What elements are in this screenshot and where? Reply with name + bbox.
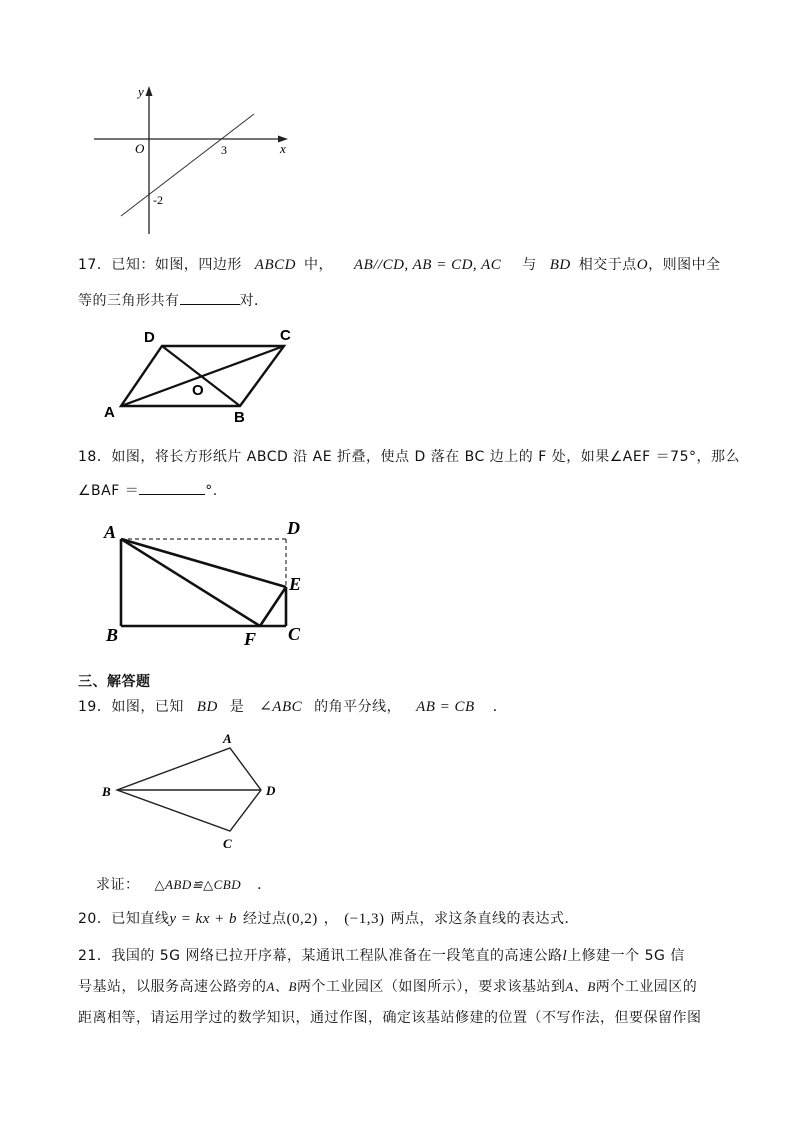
x-axis-label: x: [280, 141, 286, 156]
answer-blank[interactable]: [180, 290, 240, 305]
kite-figure: [96, 728, 296, 856]
y-intercept-label: -2: [153, 193, 163, 207]
question-21-line-1: 21．我国的 5G 网络已拉开序幕，某通讯工程队准备在一段笔直的高速公路l上修建一个 5G 信: [78, 948, 685, 964]
question-17-line-1: 17．已知：如图，四边形 ABCD 中， AB//CD, AB = CD, AC 与 BD 相交于点O，则图中全: [78, 257, 721, 273]
folded-rectangle-figure: [100, 514, 315, 654]
question-18-line-2: ∠BAF ＝ °.: [78, 480, 218, 500]
parallelogram-figure: [100, 322, 310, 427]
vertex-label-c: C: [280, 327, 291, 344]
intersection-label-o: O: [192, 382, 204, 399]
vertex-label-d: D: [287, 518, 300, 538]
question-20: 20．已知直线y = kx + b 经过点(0,2) ， (−1,3) 两点，求这条直线的表达式．: [78, 911, 579, 927]
section-heading: 三、解答题: [78, 674, 151, 690]
question-17-line-2: 等的三角形共有 对．: [78, 290, 269, 310]
vertex-label-b: B: [234, 409, 245, 426]
vertex-label-f: F: [244, 629, 257, 649]
vertex-label-a: A: [104, 522, 117, 542]
question-21-line-3: 距离相等，请运用学过的数学知识，通过作图，确定该基站修建的位置（不写作法，但要保留作图: [78, 1010, 702, 1026]
origin-label: O: [135, 141, 145, 156]
vertex-label-a: A: [104, 404, 115, 421]
y-axis-label: y: [138, 84, 144, 99]
vertex-label-e: E: [289, 574, 302, 594]
vertex-label-b: B: [106, 625, 119, 645]
vertex-label-d: D: [144, 329, 155, 346]
linear-graph-figure: [88, 82, 298, 242]
vertex-label-c: C: [223, 836, 232, 851]
question-21-line-2: 号基站，以服务高速公路旁的A、B两个工业园区（如图所示），要求该基站到A、B两个工业园区的: [78, 979, 698, 995]
question-19-proof: 求证： △ABD≌△CBD ．: [96, 877, 272, 893]
vertex-label-b: B: [102, 784, 111, 799]
answer-blank[interactable]: [139, 480, 205, 495]
question-19-line-1: 19．如图，已知 BD 是 ∠ABC 的角平分线， AB = CB ．: [78, 699, 508, 715]
question-18-line-1: 18．如图，将长方形纸片 ABCD 沿 AE 折叠，使点 D 落在 BC 边上的 F 处，如果∠AEF ＝75°，那么: [78, 449, 741, 465]
vertex-label-d: D: [266, 783, 276, 798]
vertex-label-c: C: [288, 624, 301, 644]
vertex-label-a: A: [223, 731, 232, 746]
x-intercept-label: 3: [221, 143, 227, 157]
